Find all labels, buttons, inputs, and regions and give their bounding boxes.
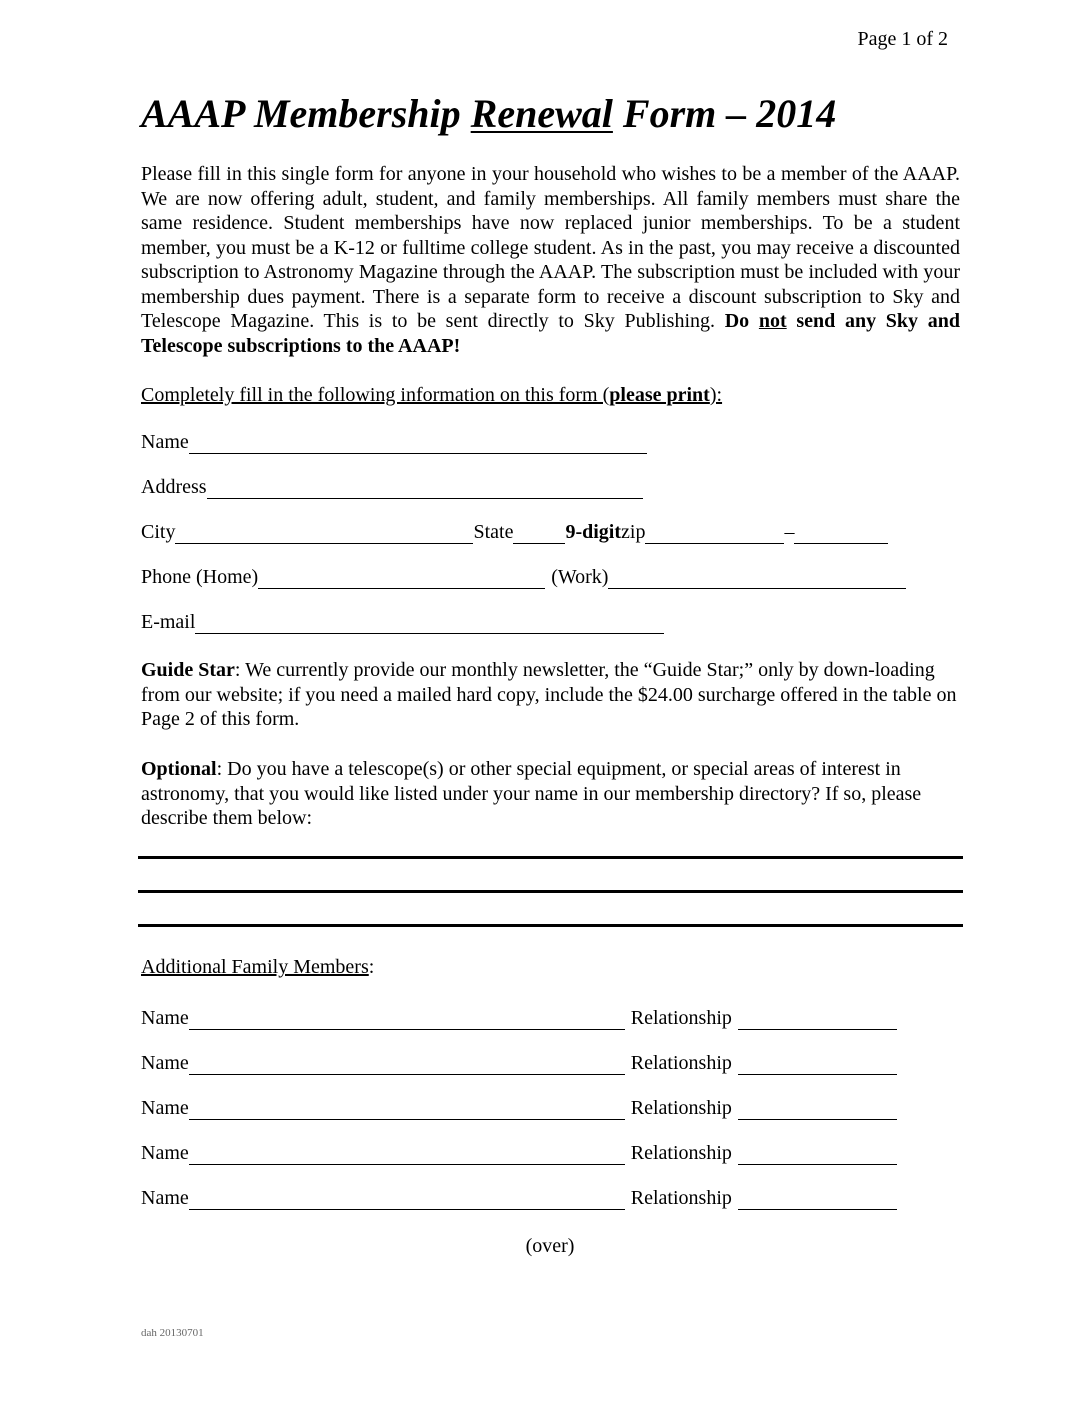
family-member-row	[141, 1184, 897, 1210]
family-relationship-field[interactable]	[738, 1146, 897, 1165]
family-heading	[141, 956, 374, 979]
family-name-label: Name	[141, 1052, 189, 1074]
optional-paragraph	[141, 757, 960, 831]
instructions	[141, 384, 722, 407]
family-member-row	[141, 1094, 897, 1120]
intro-text: Please fill in this single form for anyone in your household who wishes to be a member of the AAAP. We are now offering adult, student, and family memberships. All family members must share the same residence. Student memberships have now replaced junior memberships. To be a student member, you must be a K-12 or fulltime college student. As in the past, you may receive a discounted subscription to Astronomy Magazine through the AAAP. The subscription must be included with your membership dues payment. There is a separate form to receive a discount subscription to Sky and Telescope Magazine. This is to be sent directly to Sky Publishing.	[141, 163, 960, 332]
family-heading-colon: :	[368, 956, 375, 978]
guide-star-label: Guide Star	[141, 659, 235, 681]
instructions-bold: please print	[609, 384, 710, 406]
equipment-line-2[interactable]	[138, 890, 963, 893]
intro-do: Do	[724, 310, 759, 332]
family-relationship-label: Relationship	[630, 1142, 732, 1164]
family-relationship-field[interactable]	[738, 1191, 897, 1210]
family-name-label: Name	[141, 1187, 189, 1209]
family-name-label: Name	[141, 1142, 189, 1164]
family-name-label: Name	[141, 1007, 189, 1029]
intro-warning: send any Sky and Telescope subscriptions to the AAAP!	[141, 310, 961, 357]
family-relationship-field[interactable]	[738, 1101, 897, 1120]
title-part1: AAAP Membership	[141, 91, 471, 136]
state-field[interactable]	[513, 525, 565, 544]
equipment-line-3[interactable]	[138, 924, 963, 927]
address-row	[141, 473, 643, 499]
family-relationship-label: Relationship	[630, 1187, 732, 1209]
name-label: Name	[141, 431, 189, 453]
guide-star-text: : We currently provide our monthly newsletter, the “Guide Star;” only by down-loading from our website; if you need a mailed hard copy, include the $24.00 surcharge offered in the table on Page 2 of this form.	[141, 659, 957, 730]
footer-code: dah 20130701	[141, 1327, 204, 1339]
city-field[interactable]	[175, 525, 473, 544]
zip5-field[interactable]	[645, 525, 784, 544]
instructions-text: Completely fill in the following information on this form (	[141, 384, 610, 406]
email-row	[141, 608, 664, 634]
family-relationship-field[interactable]	[738, 1011, 897, 1030]
intro-not: not	[758, 310, 787, 332]
state-label: State	[473, 521, 514, 543]
intro-paragraph	[141, 162, 960, 358]
phone-home-label: Phone (Home)	[141, 566, 259, 588]
family-relationship-label: Relationship	[630, 1007, 732, 1029]
family-name-field[interactable]	[189, 1101, 625, 1120]
family-member-row	[141, 1004, 897, 1030]
instructions-end: ):	[709, 384, 723, 406]
family-member-row	[141, 1049, 897, 1075]
name-row	[141, 428, 647, 454]
guide-star-paragraph	[141, 658, 960, 732]
email-field[interactable]	[195, 615, 664, 634]
city-label: City	[141, 521, 176, 543]
title-renewal: Renewal	[470, 91, 613, 136]
address-label: Address	[141, 476, 207, 498]
family-heading-text: Additional Family Members	[141, 956, 369, 978]
zip-dash: –	[784, 521, 795, 543]
city-state-zip-row	[141, 518, 888, 544]
optional-text: : Do you have a telescope(s) or other special equipment, or special areas of interest in astronomy, that you would like listed under your name in our membership directory? If so, please describe them below:	[141, 758, 922, 829]
family-relationship-label: Relationship	[630, 1052, 732, 1074]
zip4-field[interactable]	[794, 525, 888, 544]
zip-label: zip	[621, 521, 646, 543]
form-title	[141, 90, 836, 137]
over-indicator: (over)	[525, 1235, 575, 1257]
family-member-row	[141, 1139, 897, 1165]
family-relationship-field[interactable]	[738, 1056, 897, 1075]
family-name-field[interactable]	[189, 1146, 625, 1165]
address-field[interactable]	[207, 480, 643, 499]
optional-label: Optional	[141, 758, 217, 780]
equipment-line-1[interactable]	[138, 856, 963, 859]
family-name-field[interactable]	[189, 1056, 625, 1075]
page-indicator: Page 1 of 2	[857, 28, 948, 50]
phone-home-field[interactable]	[258, 570, 545, 589]
zip-bold-label: 9-digit	[565, 521, 622, 543]
family-name-field[interactable]	[189, 1191, 625, 1210]
family-name-label: Name	[141, 1097, 189, 1119]
phone-work-label: (Work)	[551, 566, 609, 588]
title-part3: Form – 2014	[612, 91, 837, 136]
family-relationship-label: Relationship	[630, 1097, 732, 1119]
email-label: E-mail	[141, 611, 196, 633]
family-name-field[interactable]	[189, 1011, 625, 1030]
name-field[interactable]	[189, 435, 647, 454]
phone-row	[141, 563, 906, 589]
phone-work-field[interactable]	[608, 570, 906, 589]
